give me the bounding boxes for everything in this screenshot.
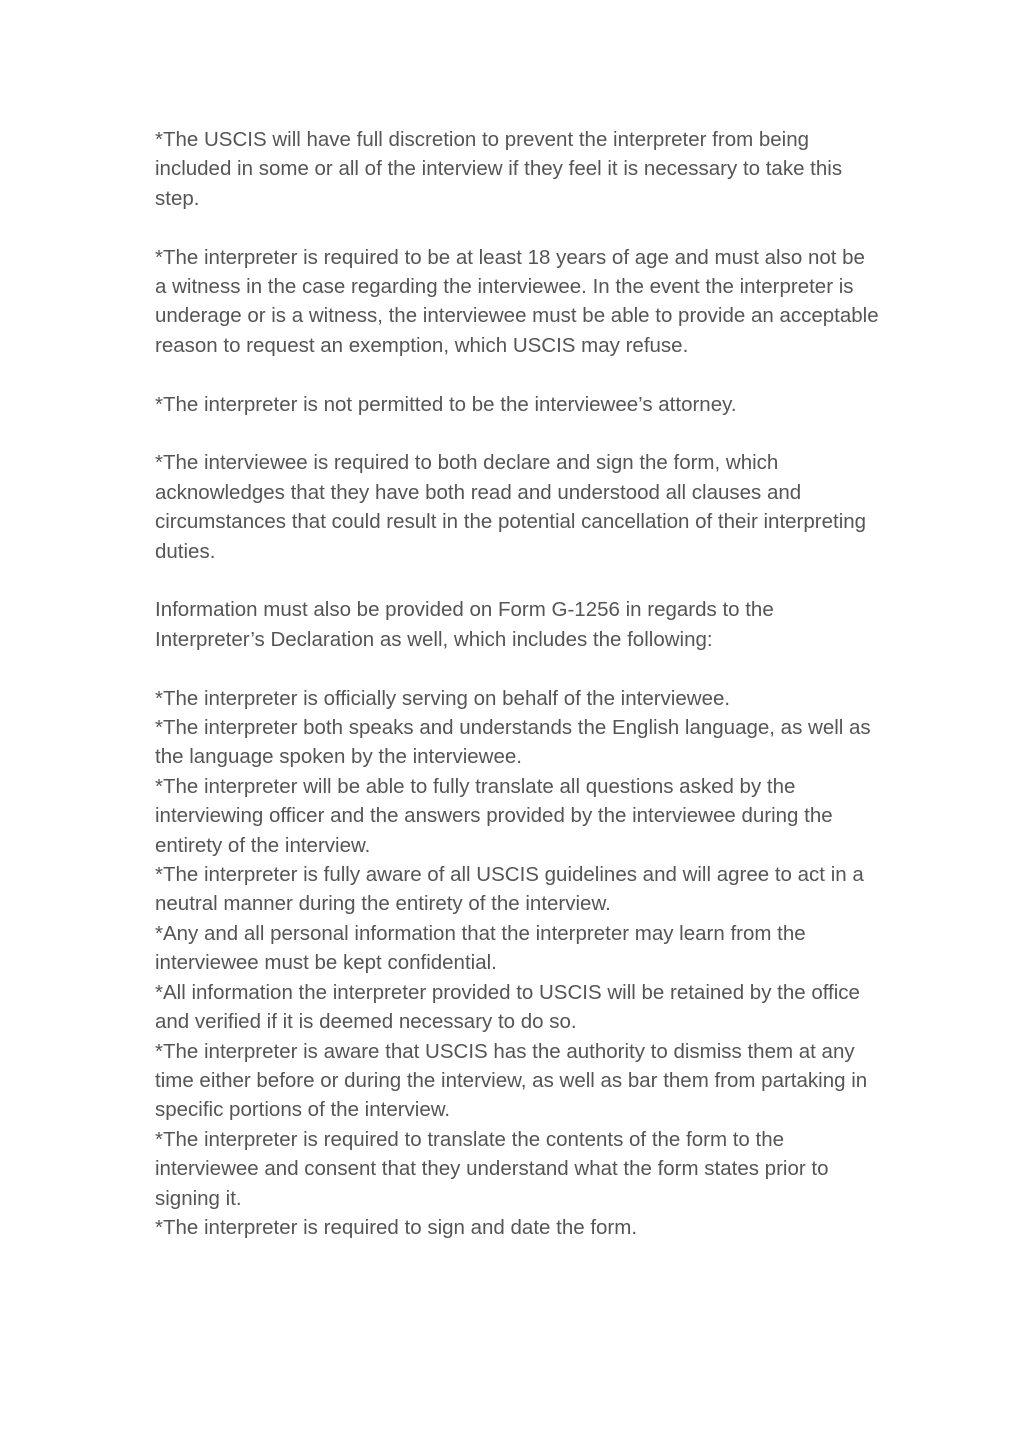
paragraph-declare-and-sign: *The interviewee is required to both declare and sign the form, which acknowledges that they have both read and understood all clauses and circumstances that could result in the potential cancellation of their interpreting duties. [155,451,867,563]
list-item: *The interpreter is required to translate the contents of the form to the interviewee and consent that they understand what the form states prior to signing it. [155,1127,829,1210]
list-item: *The interpreter is officially serving on behalf of the interviewee. [155,686,731,710]
declaration-list [155,684,880,1243]
list-item: *Any and all personal information that the interpreter may learn from the interviewee must be kept confidential. [155,921,806,975]
list-item: *All information the interpreter provided to USCIS will be retained by the office and verified if it is deemed necessary to do so. [155,980,860,1034]
paragraph-interpreter-declaration-intro: Information must also be provided on Form G-1256 in regards to the Interpreter’s Declaration as well, which includes the following: [155,598,774,651]
paragraph-uscis-discretion: *The USCIS will have full discretion to prevent the interpreter from being included in some or all of the interview if they feel it is necessary to take this step. [155,128,843,210]
list-item: *The interpreter both speaks and understands the English language, as well as the language spoken by the interviewee. [155,716,871,769]
list-item: *The interpreter will be able to fully translate all questions asked by the interviewing officer and the answers provided by the interviewee during the entirety of the interview. [155,774,833,857]
paragraph-age-requirement: *The interpreter is required to be at least 18 years of age and must also not be a witness in the case regarding the interviewee. In the event the interpreter is underage or is a witness, the interviewee must be able to provide an acceptable reason to request an exemption, which USCIS may refuse. [155,245,879,357]
document-page [155,125,880,1242]
list-item: *The interpreter is required to sign and date the form. [155,1215,638,1239]
list-item: *The interpreter is fully aware of all USCIS guidelines and will agree to act in a neutral manner during the entirety of the interview. [155,863,864,916]
paragraph-not-attorney: *The interpreter is not permitted to be the interviewee’s attorney. [155,392,737,416]
list-item: *The interpreter is aware that USCIS has the authority to dismiss them at any time either before or during the interview, as well as bar them from partaking in specific portions of the interview. [155,1039,868,1122]
